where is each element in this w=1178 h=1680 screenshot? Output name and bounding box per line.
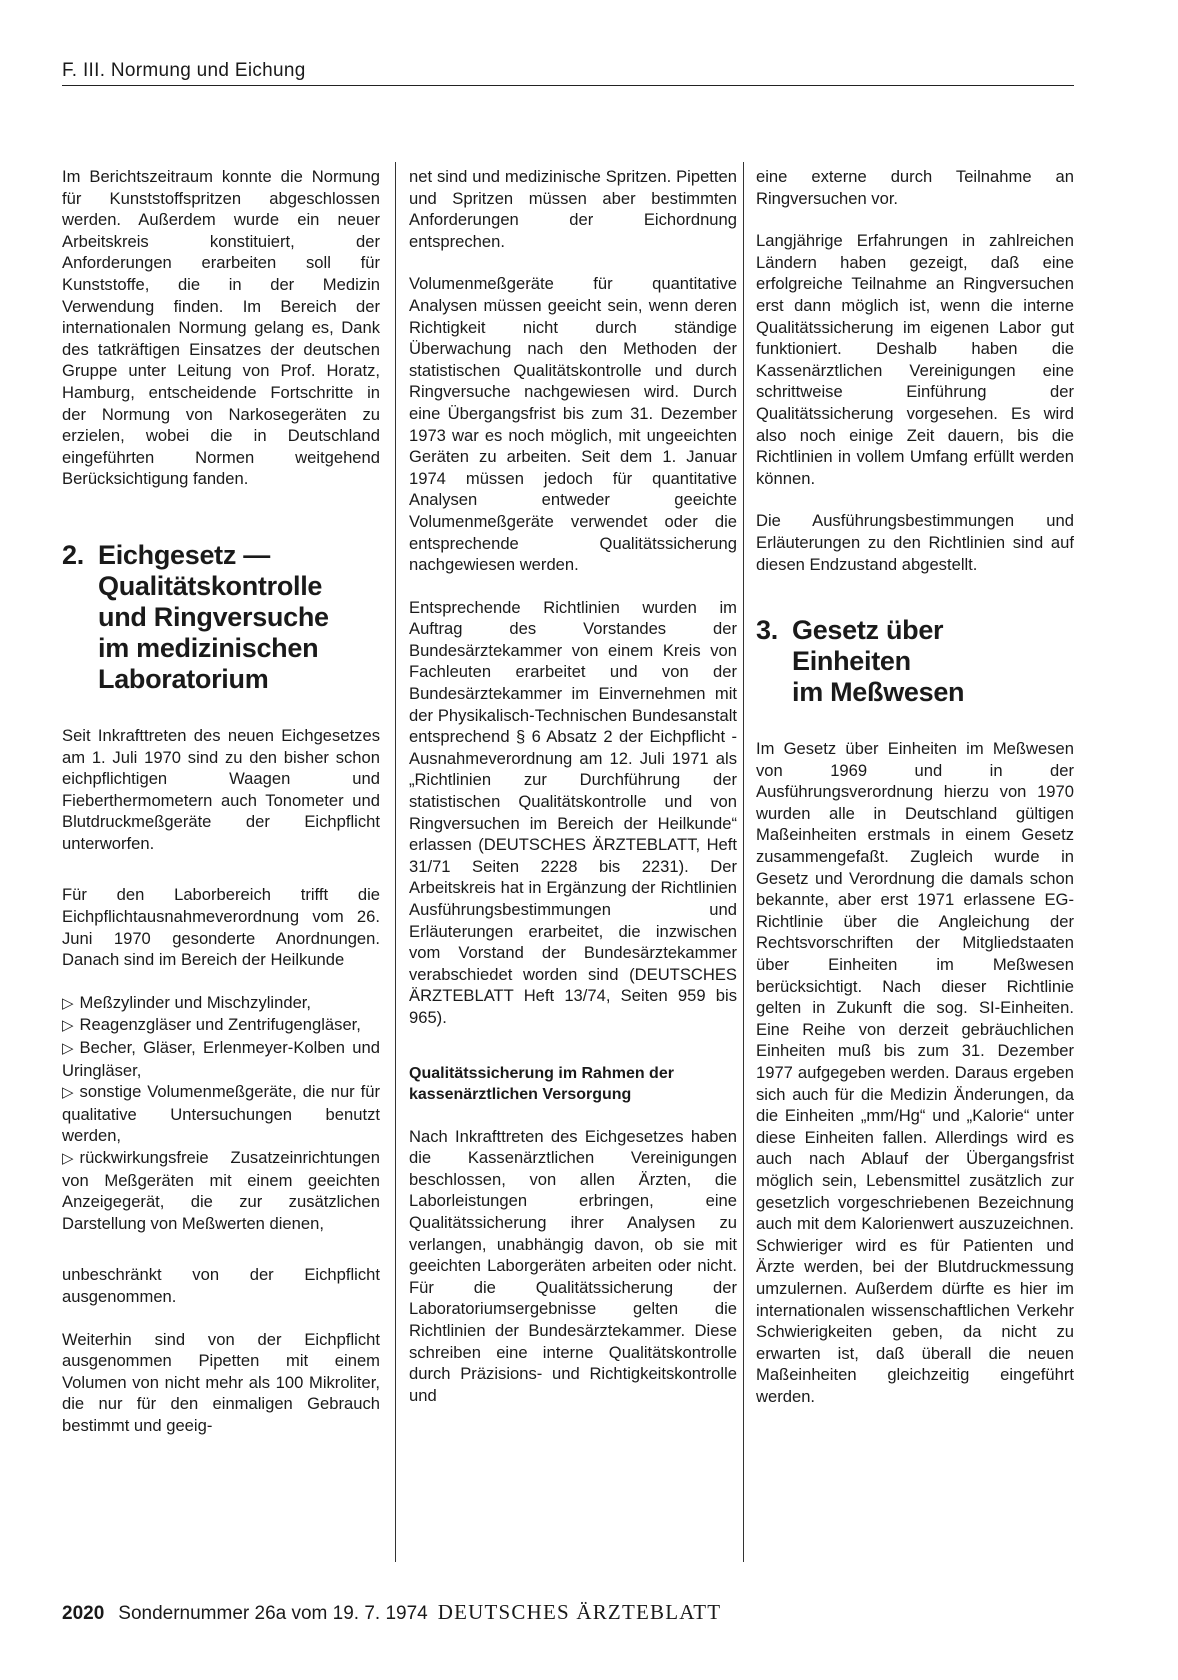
heading-line: und Ringversuche: [98, 601, 329, 632]
list-item-text: Becher, Gläser, Erlenmeyer-Kolben und Uringläser,: [62, 1038, 380, 1080]
triangle-bullet-icon: ▷: [62, 1150, 74, 1167]
paragraph: Weiterhin sind von der Eichpflicht ausgenommen Pipetten mit einem Volumen von nicht mehr als 100 Mikroliter, die nur für den einmaligen Gebrauch bestimmt und geeig-: [62, 1329, 380, 1435]
column-divider: [743, 162, 744, 1562]
paragraph: Nach Inkrafttreten des Eichgesetzes haben die Kassenärztlichen Vereinigungen beschlossen, von allen Ärzten, die Laborleistungen erbringen, eine Qualitätssicherung ihrer Analysen zu verlangen, unabhängig davon, ob sie mit geeichten Laborgeräten arbeiten oder nicht. Für die Qualitätssicherung der Laboratoriumsergebnisse gelten die Richtlinien der Bundesärztekammer. Diese schreiben eine interne Qualitätskontrolle durch Präzisions- und Richtigkeitskontrolle und: [409, 1126, 737, 1405]
list-item: [62, 1081, 380, 1147]
triangle-bullet-icon: ▷: [62, 1017, 74, 1035]
header-rule: [62, 85, 1074, 86]
section-number: 2.: [62, 539, 84, 570]
triangle-bullet-icon: ▷: [62, 994, 74, 1012]
heading-line: Qualitätskontrolle: [98, 570, 323, 601]
triangle-bullet-icon: ▷: [62, 1040, 74, 1058]
section-number: 3.: [756, 615, 778, 646]
list-item: [62, 992, 380, 1015]
paragraph: Seit Inkrafttreten des neuen Eichgesetzes am 1. Juli 1970 sind zu den bisher schon eichpflichtigen Waagen und Fieberthermometern auch Tonometer und Blutdruckmeßgeräte der Eichpflicht unterworfen.: [62, 725, 380, 853]
heading-line: Gesetz über: [792, 615, 944, 646]
paragraph: Im Gesetz über Einheiten im Meßwesen von 1969 und in der Ausführungsverordnung hierzu von 1970 wurden alle in Deutschland gültigen Maßeinheiten erstmals in einem Gesetz zusammengefaßt. Zugleich wurde in Gesetz und Verordnung die damals schon bekannte, aber erst 1971 erlassene EG-Richtlinie über die Angleichung der Rechtsvorschriften der Mitgliedstaaten über Einheiten im Meßwesen berücksichtigt. Nach dieser Richtlinie gelten in Zukunft die sog. SI-Einheiten. Eine Reihe von derzeit gebräuchlichen Einheiten muß bis zum 31. Dezember 1977 aufgegeben werden. Daraus ergeben sich auch für die Medizin Änderungen, da die Einheiten „mm/Hg“ und „Kalorie“ unter diese Einheiten fallen. Allerdings wird es auch nach Ablauf der Übergangsfrist möglich sein, Lebensmittel zusätzlich zur gesetzlich vorgeschriebenen Bezeichnung auch mit dem Kalorienwert auszuzeichnen. Schwieriger wird es für Patienten und Ärzte werden, bei der Blutdruckmessung umzulernen. Außerdem dürfte es hier im internationalen wissenschaftlichen Verkehr Schwierigkeiten geben, da nicht zu erwarten ist, daß überall die neuen Maßeinheiten gleichzeitig eingeführt werden.: [756, 739, 1074, 1406]
triangle-bullet-icon: ▷: [62, 1084, 74, 1102]
column-right: [756, 166, 1074, 1429]
list-item-text: Reagenzgläser und Zentrifugengläser,: [79, 1015, 361, 1035]
heading-line: Einheiten: [792, 646, 911, 677]
running-header: F. III. Normung und Eichung: [62, 60, 306, 81]
list-item: [62, 1037, 380, 1081]
paragraph: Im Berichtszeitraum konnte die Normung für Kunststoffspritzen abgeschlossen werden. Außerdem wurde ein neuer Arbeitskreis konstituiert, der Anforderungen erarbeiten soll für Kunststoffe, die in der Medizin Verwendung finden. Im Bereich der internationalen Normung gelang es, Dank des tatkräftigen Einsatzes der deutschen Gruppe unter Leitung von Prof. Horatz, Hamburg, entscheidende Fortschritte in der Normung von Narkosegeräten zu erzielen, wobei die in Deutschland eingeführten Normen weitgehend Berücksichtigung fanden.: [62, 167, 380, 489]
bullet-list: [62, 992, 380, 1235]
heading-line: im medizinischen: [98, 632, 319, 663]
issue-info: Sondernummer 26a vom 19. 7. 1974: [118, 1603, 428, 1624]
list-item-text: rückwirkungsfreie Zusatzeinrichtungen von Meßgeräten mit einem geeichten Anzeigegerät, die zur zusätzlichen Darstellung von Meßwerten dienen,: [62, 1148, 380, 1233]
column-divider: [395, 162, 396, 1562]
subheading: Qualitätssicherung im Rahmen der kassenärztlichen Versorgung: [409, 1064, 674, 1103]
column-middle: [409, 166, 737, 1427]
paragraph: Entsprechende Richtlinien wurden im Auftrag des Vorstandes der Bundesärztekammer von einem Kreis von Fachleuten erarbeitet und von der Bundesärztekammer im Einvernehmen mit der Physikalisch-Technischen Bundesanstalt entsprechend § 6 Absatz 2 der Eichpflicht - Ausnahmeverordnung am 12. Juli 1971 als „Richtlinien zur Durchführung der statistischen Qualitätskontrolle und von Ringversuchen im Bereich der Heilkunde“ erlassen (DEUTSCHES ÄRZTEBLATT, Heft 31/71 Seiten 2228 bis 2231). Der Arbeitskreis hat in Ergänzung der Richtlinien Ausführungsbestimmungen und Erläuterungen erarbeitet, die inzwischen vom Vorstand der Bundesärztekammer verabschiedet worden sind (DEUTSCHES ÄRZTEBLATT Heft 13/74, Seiten 959 bis 965).: [409, 597, 737, 1027]
publication-logo: DEUTSCHES ÄRZTEBLATT: [437, 1600, 722, 1624]
paragraph: unbeschränkt von der Eichpflicht ausgenommen.: [62, 1265, 380, 1306]
column-left: [62, 166, 380, 1458]
heading-line: Laboratorium: [98, 663, 269, 694]
heading-line: im Meßwesen: [792, 677, 965, 708]
paragraph: Volumenmeßgeräte für quantitative Analysen müssen geeicht sein, wenn deren Richtigkeit nicht durch ständige Überwachung nach den Methoden der statistischen Qualitätskontrolle und durch Ringversuche nachgewiesen wird. Durch eine Übergangsfrist bis zum 31. Dezember 1973 war es noch möglich, mit ungeeichten Geräten zu arbeiten. Seit dem 1. Januar 1974 müssen jedoch für quantitative Analysen entweder geeichte Volumenmeßgeräte verwendet oder die entsprechende Qualitätssicherung nachgewiesen werden.: [409, 274, 737, 575]
paragraph: eine externe durch Teilnahme an Ringversuchen vor.: [756, 167, 1074, 208]
list-item-text: sonstige Volumenmeßgeräte, die nur für qualitative Untersuchungen benutzt werden,: [62, 1082, 380, 1146]
paragraph: Langjährige Erfahrungen in zahlreichen Ländern haben gezeigt, daß eine erfolgreiche Teilnahme an Ringversuchen erst dann möglich ist, wenn die interne Qualitätssicherung im eigenen Labor gut funktioniert. Deshalb haben die Kassenärztlichen Vereinigungen eine schrittweise Einführung der Qualitätssicherung vorgesehen. Es wird also noch einige Zeit dauern, bis die Richtlinien in vollem Umfang erfüllt werden können.: [756, 231, 1074, 488]
list-item: [62, 1014, 380, 1037]
paragraph: net sind und medizinische Spritzen. Pipetten und Spritzen müssen aber bestimmten Anforderungen der Eichordnung entsprechen.: [409, 167, 737, 251]
paragraph: Für den Laborbereich trifft die Eichpflichtausnahmeverordnung vom 26. Juni 1970 gesonderte Anordnungen. Danach sind im Bereich der Heilkunde: [62, 885, 380, 970]
paragraph: Die Ausführungsbestimmungen und Erläuterungen zu den Richtlinien sind auf diesen Endzustand abgestellt.: [756, 511, 1074, 574]
section-heading-2: [62, 540, 380, 695]
list-item-text: Meßzylinder und Mischzylinder,: [79, 992, 312, 1012]
section-heading-3: [756, 615, 1074, 708]
list-item: [62, 1147, 380, 1234]
heading-line: Eichgesetz —: [98, 539, 270, 570]
page-footer: [62, 1600, 1072, 1625]
page-number: 2020: [62, 1603, 105, 1624]
